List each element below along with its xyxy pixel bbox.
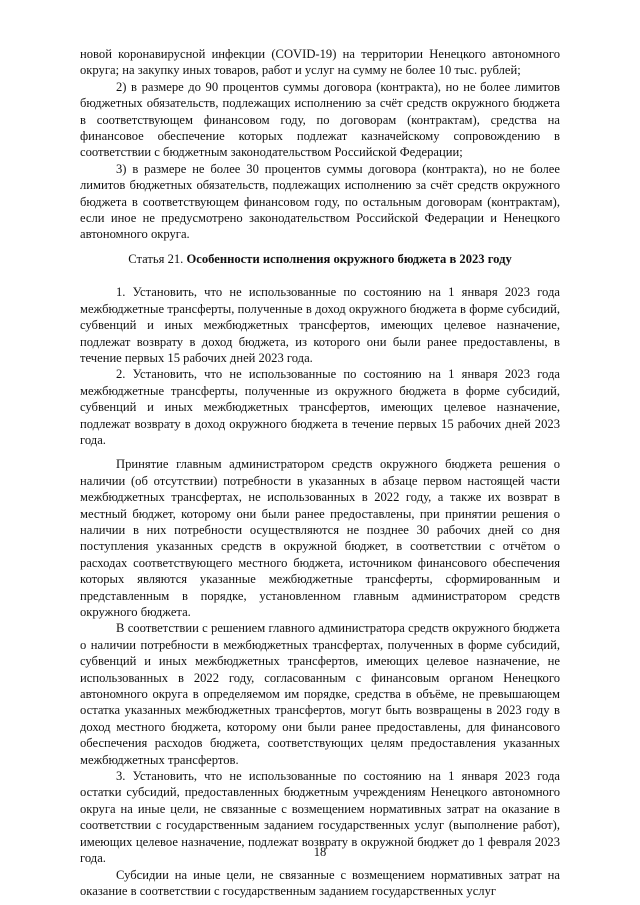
paragraph: новой коронавирусной инфекции (COVID-19) на территории Ненецкого автономного округа; на закупку иных товаров, работ и услуг на сумму не более 10 тыс. рублей; (80, 47, 560, 78)
paragraph: 3. Установить, что не использованные по состоянию на 1 января 2023 года остатки субсидий, предоставленных бюджетным учреждениям Ненецкого автономного округа на иные цели, не связанные с возмещением нормативных затрат на оказание в соответствии с государственным заданием государственных услуг (выполнение работ), имеющих целевое назначение, подлежат возврату в окружной бюджет до 1 февраля 2023 года. (80, 769, 560, 866)
paragraph: 3) в размере не более 30 процентов суммы договора (контракта), но не более лимитов бюджетных обязательств, подлежащих исполнению за счёт средств окружного бюджета в соответствующем финансовом году, по остальным договорам (контрактам), если иное не предусмотрено законодательством Российской Федерации и Ненецкого автономного округа. (80, 161, 560, 242)
paragraph: В соответствии с решением главного администратора средств окружного бюджета о наличии потребности в межбюджетных трансфертах, полученных в форме субсидий, субвенций и иных межбюджетных трансфертов, имеющих целевое назначение, не использованных в 2022 году, согласованным с финансовым органом Ненецкого автономного округа в определяемом им порядке, средства в объёме, не превышающем остатка указанных межбюджетных трансфертов, могут быть возвращены в 2023 году в доход местного бюджета, которому они были ранее предоставлены, для финансового обеспечения расходов бюджета, соответствующих целям предоставления указанных межбюджетных трансфертов. (80, 621, 560, 767)
paragraph: 1. Установить, что не использованные по состоянию на 1 января 2023 года межбюджетные трансферты, полученные в доход окружного бюджета в форме субсидий, субвенций и иных межбюджетных трансфертов, имеющих целевое назначение, подлежат возврату в доход бюджета, из которого они были ранее предоставлены, в течение первых 15 рабочих дней 2023 года. (80, 285, 560, 365)
paragraph: Принятие главным администратором средств окружного бюджета решения о наличии (об отсутствии) потребности в указанных в абзаце первом настоящей части межбюджетных трансфертах, не использованных в 2022 году, а также их возврат в местный бюджет, которому они были ранее предоставлены, при принятии решения о наличии в них потребности осуществляются не позднее 30 рабочих дней со дня поступления указанных средств в окружной бюджет, в соответствии с отчётом о расходах соответствующего местного бюджета, источником финансового обеспечения которых являются указанные межбюджетные трансферты, сформированным и представленным в порядке, установленном главным администратором средств окружного бюджета. (80, 457, 560, 619)
page-number: 18 (313, 845, 327, 859)
paragraph: 2. Установить, что не использованные по состоянию на 1 января 2023 года межбюджетные трансферты, полученные из окружного бюджета в форме субсидий, субвенций и иных межбюджетных трансфертов, имеющих целевое назначение, подлежат возврату в доход окружного бюджета в течение первых 15 рабочих дней 2023 года. (80, 367, 560, 447)
article-title: Особенности исполнения окружного бюджета в 2023 году (186, 251, 512, 266)
article-heading (80, 251, 560, 267)
paragraph: 2) в размере до 90 процентов суммы договора (контракта), но не более лимитов бюджетных обязательств, подлежащих исполнению за счёт средств окружного бюджета в соответствующем финансовом году, по договорам (контрактам), средства на финансовое обеспечение которых подлежат казначейскому сопровождению в соответствии с бюджетным законодательством Российской Федерации; (80, 79, 560, 160)
article-prefix: Статья 21. (128, 251, 187, 266)
document-page (80, 46, 560, 899)
paragraph: Субсидии на иные цели, не связанные с возмещением нормативных затрат на оказание в соответствии с государственным заданием государственных услуг (80, 867, 560, 898)
